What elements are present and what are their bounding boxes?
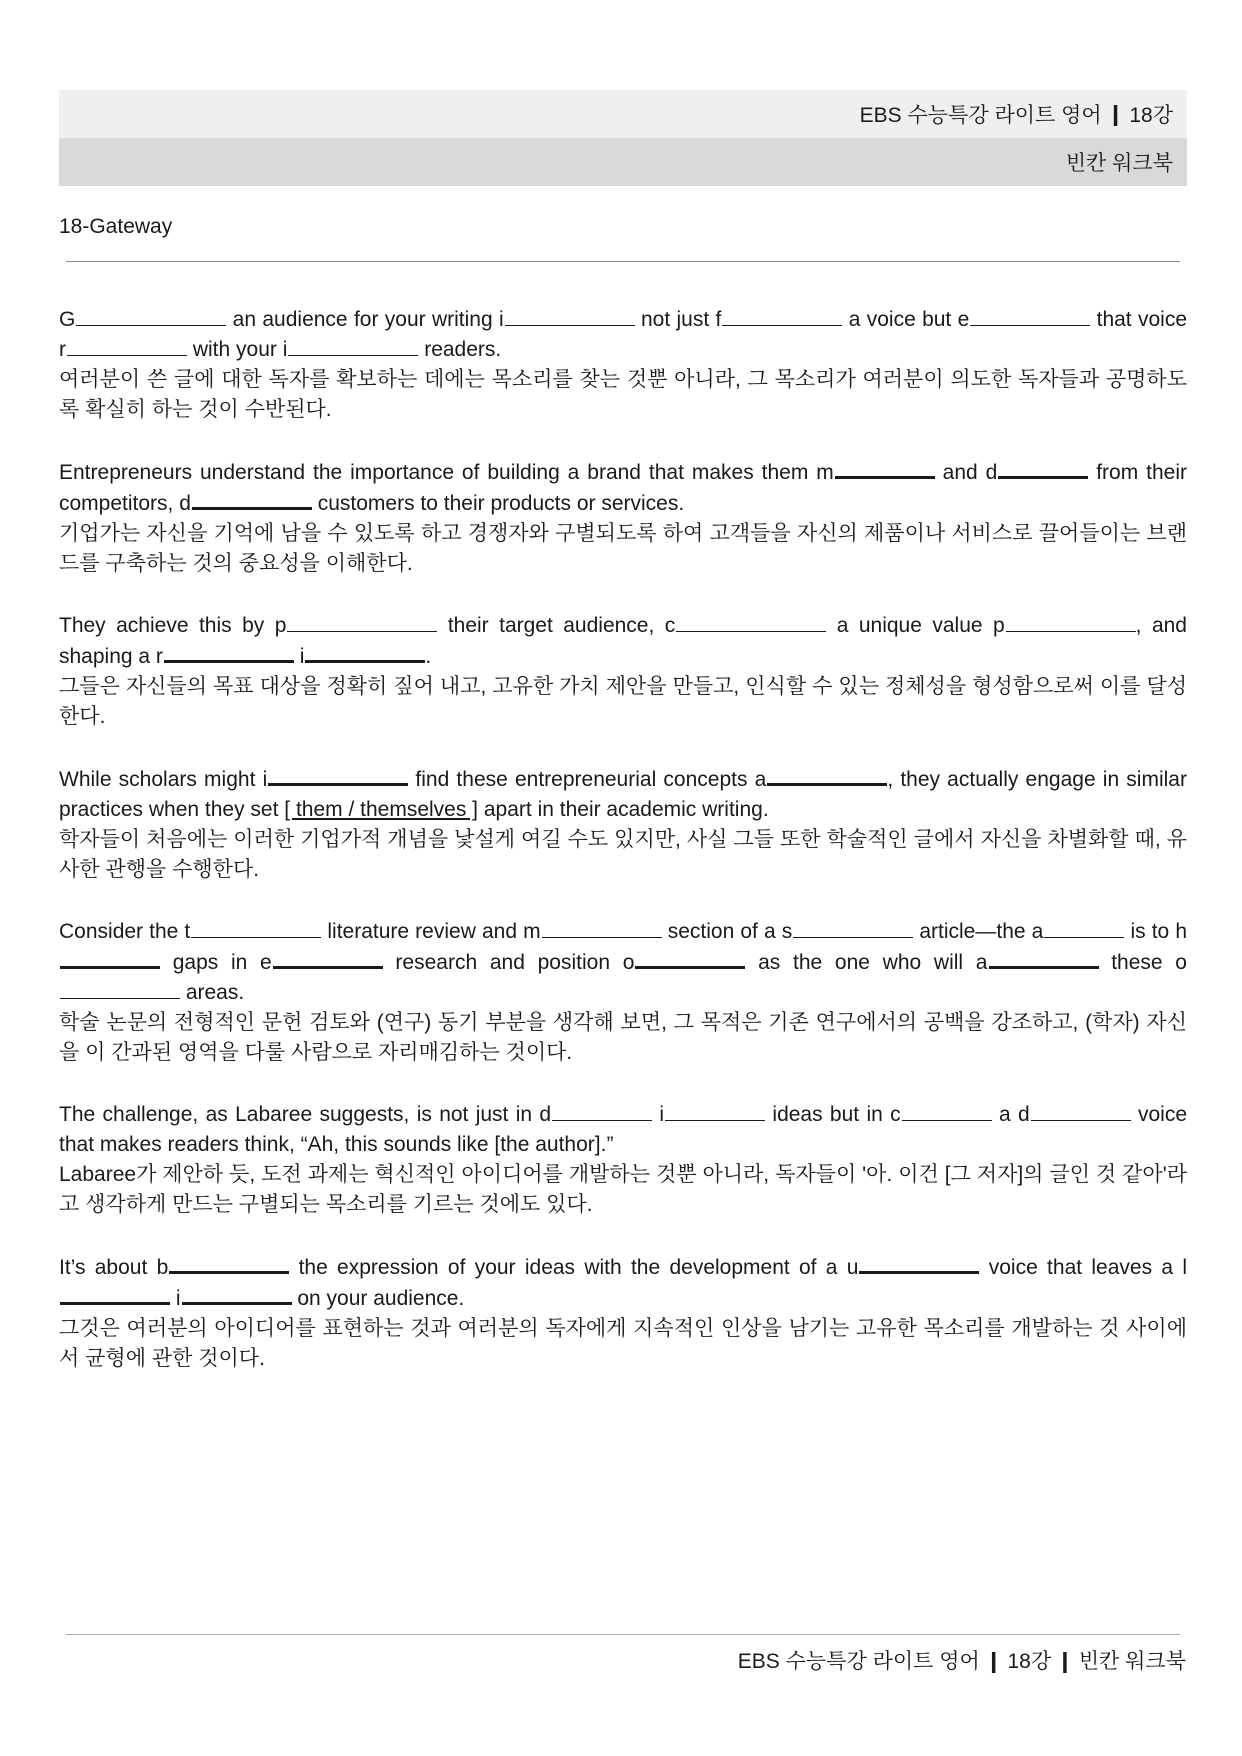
choice-bracket[interactable]: [ them / themselves ] — [284, 798, 479, 821]
korean-translation: 여러분이 쓴 글에 대한 독자를 확보하는 데에는 목소리를 찾는 것뿐 아니라, 그 목소리가 여러분이 의도한 독자들과 공명하도록 확실히 하는 것이 수반된다. — [59, 368, 1187, 421]
sentence-pair-3 — [59, 611, 1187, 732]
blank[interactable] — [722, 306, 842, 326]
footer-separator: ❙ — [984, 1650, 1003, 1673]
footer — [738, 1645, 1186, 1675]
blank[interactable] — [191, 918, 321, 938]
blank[interactable] — [902, 1101, 992, 1121]
sentence-pair-1 — [59, 305, 1187, 425]
blank[interactable] — [164, 641, 294, 663]
korean-translation: 기업가는 자신을 기억에 남을 수 있도록 하고 경쟁자와 구별되도록 하여 고객들을 자신의 제품이나 서비스로 끌어들이는 브랜드를 구축하는 것의 중요성을 이해한다. — [59, 522, 1187, 575]
footer-book-title: EBS 수능특강 라이트 영어 — [737, 1650, 980, 1673]
sentence-pair-4 — [59, 764, 1187, 885]
english-sentence: It’s about b the expression of your ideas with the development of a u voice that leaves a l i on your audience. — [59, 1252, 1187, 1314]
korean-translation: 학술 논문의 전형적인 문헌 검토와 (연구) 동기 부분을 생각해 보면, 그 목적은 기존 연구에서의 공백을 강조하고, (학자) 자신을 이 간과된 영역을 다룰 사람으로 자리매김하는 것이다. — [59, 1011, 1187, 1064]
blank[interactable] — [60, 947, 160, 969]
header-title-bar — [59, 90, 1187, 138]
blank[interactable] — [767, 764, 887, 786]
header-lesson: 18강 — [1129, 104, 1173, 127]
header-subtitle: 빈칸 워크북 — [1065, 152, 1173, 175]
blank[interactable] — [635, 947, 745, 969]
blank[interactable] — [169, 1252, 289, 1274]
blank[interactable] — [182, 1283, 292, 1305]
blank[interactable] — [192, 488, 312, 510]
blank[interactable] — [268, 764, 408, 786]
blank[interactable] — [60, 1283, 170, 1305]
blank[interactable] — [998, 457, 1088, 479]
section-title: 18-Gateway — [59, 215, 173, 238]
blank[interactable] — [305, 641, 425, 663]
blank[interactable] — [287, 612, 437, 632]
blank[interactable] — [835, 457, 935, 479]
blank[interactable] — [665, 1101, 765, 1121]
workbook-content — [59, 305, 1187, 1406]
korean-translation: 학자들이 처음에는 이러한 기업가적 개념을 낯설게 여길 수도 있지만, 사실 그들 또한 학술적인 글에서 자신을 차별화할 때, 유사한 관행을 수행한다. — [59, 828, 1187, 881]
header-separator: ❙ — [1106, 102, 1125, 126]
blank[interactable] — [989, 947, 1099, 969]
blank[interactable] — [273, 947, 383, 969]
sentence-pair-5 — [59, 917, 1187, 1068]
korean-translation: 그것은 여러분의 아이디어를 표현하는 것과 여러분의 독자에게 지속적인 인상을 남기는 고유한 목소리를 개발하는 것 사이에서 균형에 관한 것이다. — [59, 1317, 1187, 1370]
korean-translation: 그들은 자신들의 목표 대상을 정확히 짚어 내고, 고유한 가치 제안을 만들고, 인식할 수 있는 정체성을 형성함으로써 이를 달성한다. — [59, 675, 1187, 728]
blank[interactable] — [1006, 612, 1136, 632]
section-divider — [66, 261, 1180, 262]
blank[interactable] — [552, 1101, 652, 1121]
blank[interactable] — [542, 918, 662, 938]
blank[interactable] — [970, 306, 1090, 326]
blank[interactable] — [76, 306, 226, 326]
header-book-title: EBS 수능특강 라이트 영어 — [859, 104, 1102, 127]
blank[interactable] — [60, 979, 180, 999]
english-sentence: Consider the t literature review and m section of a s article—the a is to h gaps in e research and position o as the one who will a these o areas. — [59, 920, 1187, 1004]
footer-subtitle: 빈칸 워크북 — [1078, 1650, 1186, 1673]
footer-divider — [66, 1634, 1180, 1635]
footer-separator: ❙ — [1056, 1650, 1074, 1673]
blank[interactable] — [67, 336, 187, 356]
blank[interactable] — [288, 336, 418, 356]
footer-lesson: 18강 — [1007, 1650, 1052, 1673]
sentence-pair-6 — [59, 1100, 1187, 1220]
english-sentence: The challenge, as Labaree suggests, is not just in d i ideas but in c a d voice that makes readers think, “Ah, this sounds like [the author].” — [59, 1103, 1188, 1156]
blank[interactable] — [793, 918, 913, 938]
blank[interactable] — [676, 612, 826, 632]
blank[interactable] — [1031, 1101, 1131, 1121]
header-subtitle-bar — [59, 138, 1187, 186]
blank[interactable] — [1044, 918, 1124, 938]
blank[interactable] — [505, 306, 635, 326]
korean-translation: Labaree가 제안하 듯, 도전 과제는 혁신적인 아이디어를 개발하는 것뿐 아니라, 독자들이 '아. 이건 [그 저자]의 글인 것 같아'라고 생각하게 만드는 구별되는 목소리를 기르는 것에도 있다. — [59, 1163, 1187, 1216]
english-sentence: G an audience for your writing i not just f a voice but e that voice r with your i readers. — [59, 308, 1187, 361]
blank[interactable] — [859, 1252, 979, 1274]
english-sentence: They achieve this by p their target audience, c a unique value p , and shaping a r i . — [59, 614, 1187, 668]
sentence-pair-2 — [59, 457, 1187, 579]
english-sentence: While scholars might i find these entrepreneurial concepts a , they actually engage in similar practices when they set [ them / themselves ] apart in their academic writing. — [59, 764, 1187, 825]
sentence-pair-7 — [59, 1252, 1187, 1374]
english-sentence: Entrepreneurs understand the importance of building a brand that makes them m and d from their competitors, d customers to their products or services. — [59, 457, 1187, 519]
